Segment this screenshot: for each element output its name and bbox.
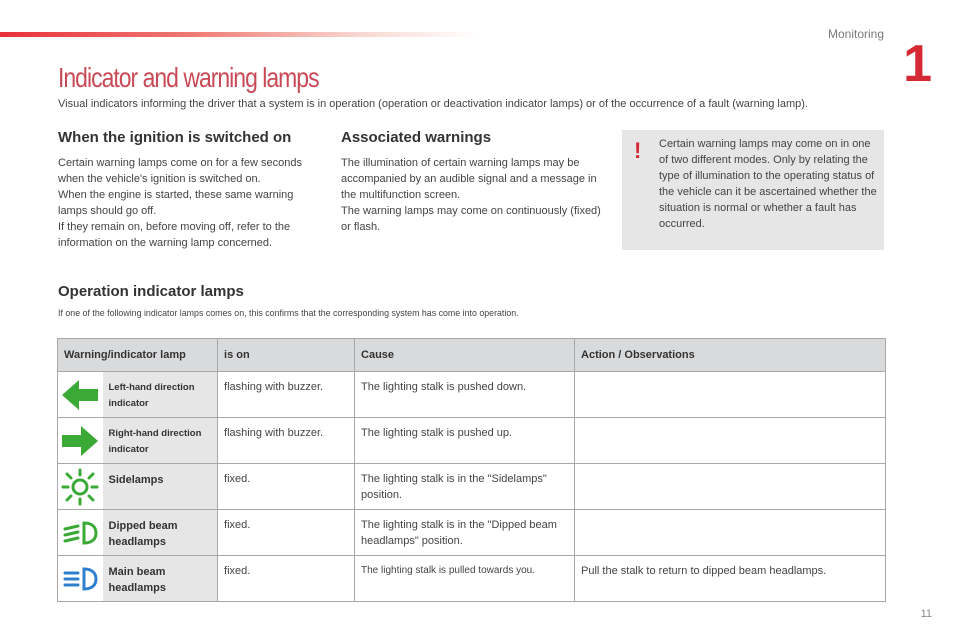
page-number: 11: [920, 608, 932, 620]
lamp-name: Dipped beam headlamps: [108, 520, 178, 548]
ignition-heading: When the ignition is switched on: [58, 129, 292, 146]
page-title: Indicator and warning lamps: [58, 62, 319, 93]
lamp-cause: The lighting stalk is pulled towards you.: [361, 565, 535, 576]
section-label: Monitoring: [827, 27, 884, 41]
lamp-is-on: fixed.: [224, 473, 251, 485]
arrow-left-icon: [58, 372, 103, 418]
lamp-action: [575, 510, 885, 517]
lamp-cause: The lighting stalk is in the "Sidelamps" position.: [361, 473, 547, 501]
sidelamps-icon: [58, 464, 103, 510]
lamp-cause: The lighting stalk is pushed up.: [361, 427, 513, 439]
lamp-name: Sidelamps: [108, 474, 164, 486]
associated-paragraph: The illumination of certain warning lamps may be accompanied by an audible signal and a message in the multifunction screen.: [341, 157, 597, 201]
table-row: [58, 510, 886, 556]
chapter-number: 1: [903, 35, 932, 93]
ignition-paragraph: When the engine is started, these same warning lamps should go off.: [58, 189, 294, 217]
main-beam-icon: [58, 556, 103, 602]
associated-paragraph: The warning lamps may come on continuously (fixed) or flash.: [341, 205, 601, 233]
header-accent-bar: [0, 32, 480, 37]
table-row: [58, 372, 886, 418]
dipped-beam-icon: [58, 510, 103, 556]
lamp-action: [575, 372, 885, 379]
lamp-is-on: fixed.: [224, 519, 251, 531]
arrow-right-icon: [58, 418, 103, 464]
associated-warnings-section: [341, 130, 606, 235]
lamp-action: Pull the stalk to return to dipped beam headlamps.: [581, 565, 827, 577]
intro-text: Visual indicators informing the driver that a system is in operation (operation or deactivation indicator lamps) or of the occurrence of a fault (warning lamp).: [58, 98, 808, 110]
lamp-name: Main beam headlamps: [108, 566, 166, 594]
column-header: Warning/indicator lamp: [58, 339, 218, 372]
lamp-name: Right-hand direction indicator: [108, 428, 202, 455]
indicator-lamps-table: [57, 338, 886, 602]
ignition-paragraph: If they remain on, before moving off, refer to the information on the warning lamp concerned.: [58, 221, 291, 249]
table-row: [58, 418, 886, 464]
column-header: Action / Observations: [575, 339, 886, 372]
warning-note-box: [622, 130, 884, 250]
table-row: [58, 556, 886, 602]
ignition-paragraph: Certain warning lamps come on for a few seconds when the vehicle's ignition is switched on.: [58, 157, 302, 185]
column-header: Cause: [355, 339, 575, 372]
operation-note: If one of the following indicator lamps comes on, this confirms that the corresponding system has come into operation.: [58, 308, 519, 319]
column-header: is on: [218, 339, 355, 372]
lamp-cause: The lighting stalk is in the "Dipped beam headlamps" position.: [361, 519, 557, 547]
lamp-cause: The lighting stalk is pushed down.: [361, 381, 527, 393]
lamp-action: [575, 464, 885, 471]
lamp-is-on: fixed.: [224, 565, 251, 577]
table-row: [58, 464, 886, 510]
lamp-name: Left-hand direction indicator: [108, 382, 195, 409]
warning-note-text: Certain warning lamps may come on in one of two different modes. Only by relating the type of illumination to the operating status of the vehicle can it be ascertained whether the situation is normal or whether a fault has occurred.: [659, 138, 877, 230]
associated-heading: Associated warnings: [341, 129, 492, 146]
lamp-is-on: flashing with buzzer.: [224, 381, 324, 393]
table-header-row: [58, 339, 886, 372]
operation-heading: Operation indicator lamps: [58, 283, 244, 300]
exclamation-icon: !: [634, 138, 642, 163]
lamp-is-on: flashing with buzzer.: [224, 427, 324, 439]
lamp-action: [575, 418, 885, 425]
ignition-section: [58, 130, 323, 251]
